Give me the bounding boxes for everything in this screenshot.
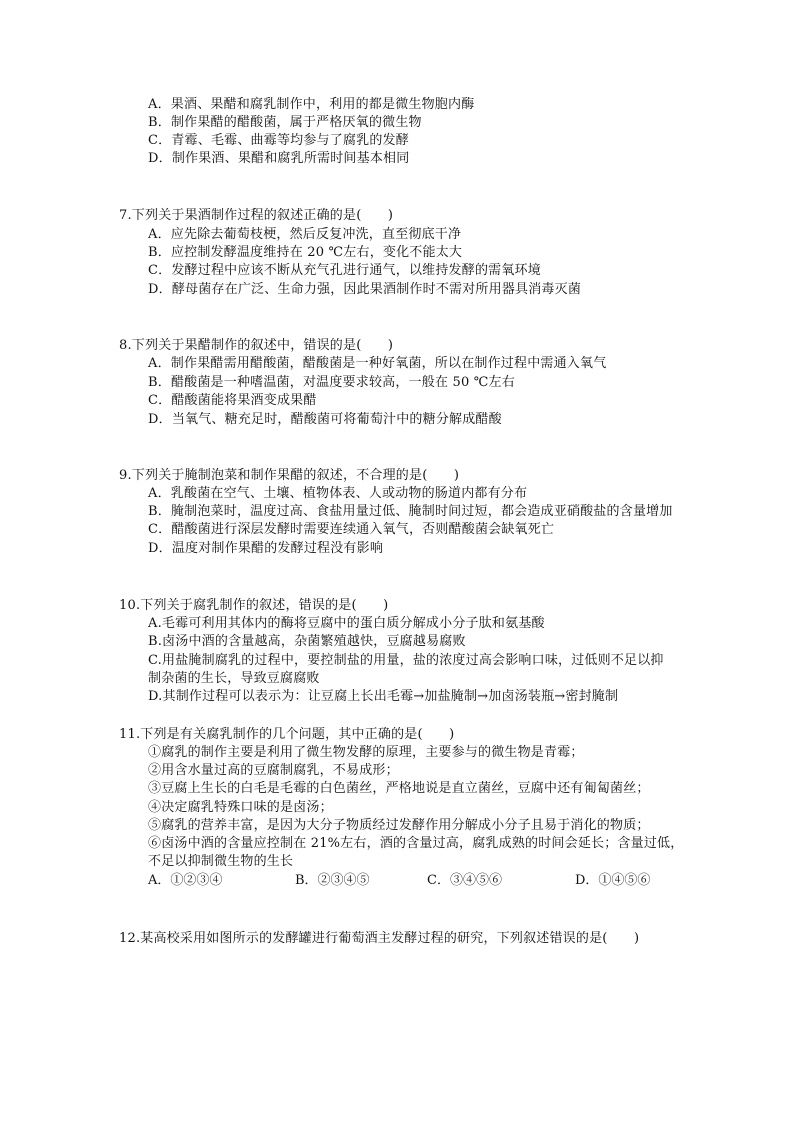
q11-item-3: ③豆腐上生长的白毛是毛霉的白色菌丝，严格地说是直立菌丝，豆腐中还有匍匐菌丝； bbox=[148, 781, 650, 796]
option-b: B．制作果醋的醋酸菌，属于严格厌氧的微生物 bbox=[148, 115, 422, 130]
q10-option-a: A.毛霉可利用其体内的酶将豆腐中的蛋白质分解成小分子肽和氨基酸 bbox=[148, 616, 545, 631]
q7-option-b: B．应控制发酵温度维持在 20 ℃左右，变化不能太大 bbox=[148, 245, 463, 260]
q10-option-c-cont: 制杂菌的生长，导致豆腐腐败 bbox=[148, 671, 320, 686]
question-11-stem: 11.下列是有关腐乳制作的几个问题，其中正确的是( ) bbox=[119, 727, 455, 742]
q9-option-d: D．温度对制作果醋的发酵过程没有影响 bbox=[148, 541, 384, 556]
q9-option-b: B．腌制泡菜时，温度过高、食盐用量过低、腌制时间过短，都会造成亚硝酸盐的含量增加 bbox=[148, 504, 673, 519]
q11-item-5: ⑤腐乳的营养丰富，是因为大分子物质经过发酵作用分解成小分子且易于消化的物质； bbox=[148, 818, 650, 833]
option-d: D．制作果酒、果醋和腐乳所需时间基本相同 bbox=[148, 151, 410, 166]
q11-choice-c: C．③④⑤⑥ bbox=[427, 873, 502, 888]
q10-option-d: D.其制作过程可以表示为：让豆腐上长出毛霉→加盐腌制→加卤汤装瓶→密封腌制 bbox=[148, 689, 619, 704]
q11-item-6: ⑥卤汤中酒的含量应控制在 21%左右，酒的含量过高，腐乳成熟的时间会延长；含量过低， bbox=[148, 836, 684, 851]
q11-choice-a: A．①②③④ bbox=[148, 873, 223, 888]
question-9-stem: 9.下列关于腌制泡菜和制作果醋的叙述，不合理的是( ) bbox=[119, 468, 460, 483]
q11-choice-b: B．②③④⑤ bbox=[295, 873, 370, 888]
q10-option-b: B.卤汤中酒的含量越高，杂菌繁殖越快，豆腐越易腐败 bbox=[148, 634, 466, 649]
q11-item-1: ①腐乳的制作主要是利用了微生物发酵的原理，主要参与的微生物是青霉； bbox=[148, 745, 584, 760]
question-12-stem: 12.某高校采用如图所示的发酵罐进行葡萄酒主发酵过程的研究，下列叙述错误的是( ) bbox=[119, 931, 640, 946]
question-7-stem: 7.下列关于果酒制作过程的叙述正确的是( ) bbox=[119, 208, 394, 223]
q10-option-c: C.用盐腌制腐乳的过程中，要控制盐的用量，盐的浓度过高会影响口味，过低则不足以抑 bbox=[148, 653, 664, 668]
question-10-stem: 10.下列关于腐乳制作的叙述，错误的是( ) bbox=[119, 598, 389, 613]
option-c: C．青霉、毛霉、曲霉等均参与了腐乳的发酵 bbox=[148, 133, 409, 148]
question-8-stem: 8.下列关于果醋制作的叙述中，错误的是( ) bbox=[119, 338, 394, 353]
q8-option-d: D．当氧气、糖充足时，醋酸菌可将葡萄汁中的糖分解成醋酸 bbox=[148, 412, 502, 427]
q8-option-b: B．醋酸菌是一种嗜温菌，对温度要求较高，一般在 50 ℃左右 bbox=[148, 375, 515, 390]
option-a: A．果酒、果醋和腐乳制作中，利用的都是微生物胞内酶 bbox=[148, 97, 475, 112]
q9-option-c: C．醋酸菌进行深层发酵时需要连续通入氧气，否则醋酸菌会缺氧死亡 bbox=[148, 522, 555, 537]
q11-item-4: ④决定腐乳特殊口味的是卤汤； bbox=[148, 800, 333, 815]
q7-option-c: C．发酵过程中应该不断从充气孔进行通气，以维持发酵的需氧环境 bbox=[148, 263, 541, 278]
q7-option-a: A．应先除去葡萄枝梗，然后反复冲洗，直至彻底干净 bbox=[148, 227, 462, 242]
q9-option-a: A．乳酸菌在空气、土壤、植物体表、人或动物的肠道内都有分布 bbox=[148, 486, 528, 501]
q8-option-c: C．醋酸菌能将果酒变成果醋 bbox=[148, 393, 317, 408]
q11-choice-d: D．①④⑤⑥ bbox=[575, 873, 651, 888]
q8-option-a: A．制作果醋需用醋酸菌，醋酸菌是一种好氧菌，所以在制作过程中需通入氧气 bbox=[148, 356, 607, 371]
q7-option-d: D．酵母菌存在广泛、生命力强，因此果酒制作时不需对所用器具消毒灭菌 bbox=[148, 282, 582, 297]
q11-item-2: ②用含水量过高的豆腐制腐乳，不易成形； bbox=[148, 763, 399, 778]
q11-item-6-cont: 不足以抑制微生物的生长 bbox=[148, 854, 294, 869]
